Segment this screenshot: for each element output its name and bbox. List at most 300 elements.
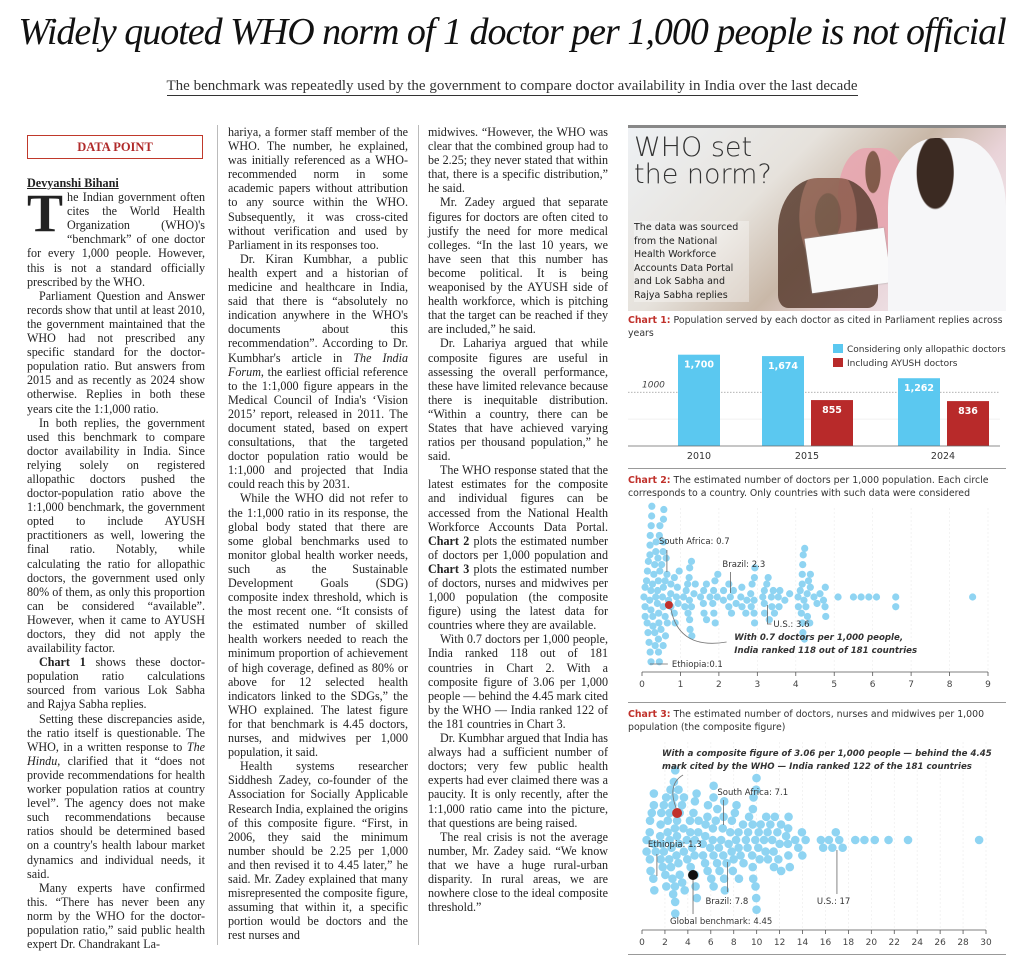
country-dot bbox=[680, 793, 689, 802]
country-dot bbox=[873, 593, 880, 600]
country-dot bbox=[798, 610, 805, 617]
country-dot bbox=[674, 600, 681, 607]
country-dot bbox=[662, 793, 671, 802]
article-paragraph: The real crisis is not the average number, Mr. Zadey said. “We know that we have a huge rural-urban disparity. In rural areas, we are nowhere close to the ideal composite threshold.” bbox=[428, 829, 608, 915]
country-dot bbox=[784, 812, 793, 821]
paragraph-text: shows these doctor-population ratio calculations sourced from various Lok Sabha and Rajya Sabha replies. bbox=[27, 655, 205, 712]
country-dot bbox=[786, 590, 793, 597]
country-dot bbox=[734, 843, 743, 852]
country-dot bbox=[751, 574, 758, 581]
article-paragraph: While the WHO did not refer to the 1:1,000 ratio in its response, the global body stated that there are some global benchmarks used to monitor global health worker needs, such as the Sustainable Development Goals (SDG) composite index threshold, which is the most recent one. “It consists of the estimated number of skilled health workers needed to reach the minimum proportion of achievement of high coverage, defined as 80% or above for 12 selected health indicators linked to the SDGs,” the WHO explained. The latest figure for that benchmark is 4.45 doctors, nurses, and midwives per 1,000 population, it said. bbox=[228, 491, 408, 760]
country-dot bbox=[704, 801, 713, 810]
country-dot bbox=[709, 600, 716, 607]
country-dot bbox=[708, 836, 717, 845]
country-dot bbox=[651, 561, 658, 568]
country-dot bbox=[795, 603, 802, 610]
country-dot bbox=[761, 600, 768, 607]
country-dot bbox=[759, 593, 766, 600]
country-dot bbox=[760, 836, 769, 845]
country-dot bbox=[660, 801, 669, 810]
legend-swatch-allopathic bbox=[833, 344, 843, 353]
divider bbox=[628, 954, 1006, 955]
country-dot bbox=[700, 600, 707, 607]
country-dot bbox=[720, 587, 727, 594]
country-dot bbox=[686, 574, 693, 581]
annotation-label: U.S.: 3.6 bbox=[773, 620, 810, 630]
callout-line-1: With 0.7 doctors per 1,000 people, bbox=[734, 633, 904, 643]
chart1-title bbox=[628, 315, 1006, 340]
country-dot bbox=[777, 867, 786, 876]
legend-label: Including AYUSH doctors bbox=[847, 359, 958, 369]
country-dot bbox=[719, 851, 728, 860]
country-dot bbox=[697, 593, 704, 600]
country-dot bbox=[662, 882, 671, 891]
country-dot bbox=[732, 801, 741, 810]
country-dot bbox=[706, 843, 715, 852]
country-dot bbox=[776, 587, 783, 594]
country-dot bbox=[709, 882, 718, 891]
section-tag: DATA POINT bbox=[27, 135, 203, 159]
country-dot bbox=[662, 613, 669, 620]
country-dot bbox=[807, 584, 814, 591]
x-tick-label: 30 bbox=[980, 938, 992, 948]
country-dot bbox=[805, 577, 812, 584]
x-tick-label: 0 bbox=[639, 680, 645, 690]
country-dot bbox=[657, 626, 664, 633]
country-dot bbox=[699, 851, 708, 860]
country-dot bbox=[686, 816, 695, 825]
country-dot bbox=[642, 613, 649, 620]
annotation-label: Ethiopia:0.1 bbox=[671, 660, 723, 670]
x-tick-label: 26 bbox=[934, 938, 946, 948]
country-dot bbox=[739, 820, 748, 829]
country-dot bbox=[904, 836, 913, 845]
annotation-label: South Africa: 0.7 bbox=[658, 537, 730, 547]
country-dot bbox=[645, 558, 652, 565]
country-dot bbox=[727, 593, 734, 600]
bar-value-label: 1,262 bbox=[903, 383, 935, 395]
country-dot bbox=[684, 610, 691, 617]
country-dot bbox=[700, 587, 707, 594]
article-paragraph: Many experts have confirmed this. “There has never been any norm by the WHO for the doctor-population ratio,” said public health expert Dr. Chandrakant La- bbox=[27, 880, 205, 952]
country-dot bbox=[721, 886, 730, 895]
x-tick-label: 3 bbox=[754, 680, 761, 690]
country-dot bbox=[652, 642, 659, 649]
country-dot bbox=[665, 855, 674, 864]
country-dot bbox=[761, 847, 770, 856]
article-paragraph bbox=[228, 252, 408, 492]
article-paragraph: Parliament Question and Answer records show that until at least 2010, the government maintained that the WHO had not prescribed any specific standard for the doctor-population ratio. But answers from 2015 and as recently as 2024 show otherwise. Replies in both these years cite the 1:1,000 ratio. bbox=[27, 288, 205, 416]
country-dot bbox=[742, 610, 749, 617]
article-column-3 bbox=[428, 125, 608, 914]
country-dot bbox=[674, 859, 683, 868]
country-dot bbox=[649, 874, 658, 883]
country-dot bbox=[742, 836, 751, 845]
x-tick-label: 6 bbox=[707, 938, 714, 948]
country-dot bbox=[701, 832, 710, 841]
headline: Widely quoted WHO norm of 1 doctor per 1,000 people is not official bbox=[18, 11, 1006, 53]
country-dot bbox=[754, 828, 763, 837]
country-dot bbox=[750, 610, 757, 617]
country-dot bbox=[710, 587, 717, 594]
country-dot bbox=[749, 805, 758, 814]
country-dot bbox=[751, 836, 760, 845]
country-dot bbox=[732, 836, 741, 845]
country-dot bbox=[828, 843, 837, 852]
country-dot bbox=[731, 809, 740, 818]
chart3 bbox=[628, 734, 1006, 952]
country-dot bbox=[648, 512, 655, 519]
article-paragraph: Dr. Lahariya argued that while composite figures are useful in assessing the overall performance, these have limited relevance because there is inequitable distribution. “Within a country, there can be States that have achieved varying ratios per thousand population,” he said. bbox=[428, 336, 608, 464]
x-tick-label: 6 bbox=[869, 680, 876, 690]
x-tick-label: 2 bbox=[716, 680, 722, 690]
country-dot bbox=[647, 648, 654, 655]
country-dot bbox=[701, 859, 710, 868]
country-dot bbox=[736, 851, 745, 860]
country-dot bbox=[650, 886, 659, 895]
country-dot bbox=[838, 843, 847, 852]
country-dot bbox=[766, 616, 773, 623]
country-dot bbox=[714, 593, 721, 600]
country-dot bbox=[762, 812, 771, 821]
chart3-label: Chart 3: bbox=[628, 709, 671, 720]
country-dot bbox=[761, 587, 768, 594]
legend-label: Considering only allopathic doctors bbox=[847, 345, 1006, 355]
country-dot bbox=[831, 828, 840, 837]
country-dot bbox=[748, 580, 755, 587]
country-dot bbox=[647, 532, 654, 539]
country-dot bbox=[646, 855, 655, 864]
paragraph-text: Setting these discrepancies aside, the ratio itself is questionable. The WHO, in a written response to bbox=[27, 711, 205, 754]
x-tick-label: 8 bbox=[946, 680, 953, 690]
country-dot bbox=[711, 577, 718, 584]
drop-cap: T bbox=[27, 183, 64, 244]
chart2-svg bbox=[628, 500, 1006, 692]
country-dot bbox=[750, 597, 757, 604]
country-dot bbox=[791, 836, 800, 845]
country-dot bbox=[663, 555, 670, 562]
country-dot bbox=[770, 587, 777, 594]
paragraph-text: Dr. Kiran Kumbhar, a public health expert and a historian of medicine and healthcare in India, said that there is “absolutely no indication anywhere in the WHO's documents about this recommendation”. According to Dr. Kumbhar's article in bbox=[228, 251, 408, 365]
country-dot bbox=[688, 558, 695, 565]
country-dot bbox=[748, 820, 757, 829]
country-dot bbox=[715, 843, 724, 852]
x-tick-label: 4 bbox=[792, 680, 799, 690]
divider bbox=[628, 468, 1006, 469]
country-dot bbox=[738, 584, 745, 591]
country-dot bbox=[703, 616, 710, 623]
country-dot bbox=[692, 580, 699, 587]
country-dot bbox=[975, 836, 984, 845]
country-dot bbox=[969, 593, 976, 600]
annotation-label: Ethiopia: 1.3 bbox=[647, 840, 702, 850]
article-column-1 bbox=[27, 125, 205, 951]
country-dot bbox=[735, 874, 744, 883]
reference-line-label: 1000 bbox=[642, 380, 665, 391]
country-dot bbox=[798, 828, 807, 837]
country-dot bbox=[851, 836, 860, 845]
country-dot bbox=[684, 580, 691, 587]
country-dot bbox=[660, 506, 667, 513]
legend-swatch-ayush bbox=[833, 358, 843, 367]
country-dot bbox=[775, 593, 782, 600]
paragraph-text: , clarified that it “does not provide recommendations for health worker population ratios at country level”. The agency does not make such recommendations because ratios should be determined based on a country's health labour market dynamics and individual needs, it said. bbox=[27, 753, 205, 881]
chart2-title bbox=[628, 475, 1006, 500]
x-tick-label: 18 bbox=[842, 938, 855, 948]
x-tick-label: 4 bbox=[684, 938, 691, 948]
chart3-svg bbox=[628, 734, 1006, 948]
country-dot bbox=[681, 603, 688, 610]
country-dot bbox=[655, 577, 662, 584]
country-dot bbox=[807, 571, 814, 578]
country-dot bbox=[800, 597, 807, 604]
chart2-label: Chart 2: bbox=[628, 475, 671, 486]
country-dot bbox=[660, 516, 667, 523]
country-dot bbox=[669, 890, 678, 899]
x-tick-label: 1 bbox=[677, 680, 684, 690]
country-dot bbox=[712, 619, 719, 626]
paragraph-text: plots the estimated number of doctors, nurses and midwives per 1,000 population (the composite figure) using the latest data for countries where they are available. bbox=[428, 561, 608, 633]
country-dot bbox=[743, 597, 750, 604]
country-dot bbox=[784, 851, 793, 860]
india-dot bbox=[665, 601, 673, 609]
article-paragraph bbox=[428, 463, 608, 632]
country-dot bbox=[884, 836, 893, 845]
country-dot bbox=[748, 603, 755, 610]
country-dot bbox=[691, 882, 700, 891]
country-dot bbox=[703, 867, 712, 876]
country-dot bbox=[659, 593, 666, 600]
country-dot bbox=[703, 580, 710, 587]
photo-document bbox=[805, 228, 892, 294]
country-dot bbox=[678, 801, 687, 810]
country-dot bbox=[686, 828, 695, 837]
x-tick-label: 2 bbox=[662, 938, 668, 948]
country-dot bbox=[801, 545, 808, 552]
country-dot bbox=[644, 567, 651, 574]
country-dot bbox=[763, 828, 772, 837]
x-tick-label: 8 bbox=[730, 938, 737, 948]
country-dot bbox=[819, 843, 828, 852]
country-dot bbox=[749, 874, 758, 883]
country-dot bbox=[688, 603, 695, 610]
country-dot bbox=[892, 603, 899, 610]
chart1-title-text: Population served by each doctor as cited in Parliament replies across years bbox=[628, 315, 1003, 339]
chart-ref: Chart 1 bbox=[39, 655, 86, 670]
article-paragraph: Dr. Kumbhar argued that India has always had a sufficient number of doctors; very few public health experts had ever claimed there was a paucity. It is only recently, after the 1:1,000 ratio came into the picture, that questions are being raised. bbox=[428, 731, 608, 830]
country-dot bbox=[768, 836, 777, 845]
country-dot bbox=[768, 593, 775, 600]
country-dot bbox=[734, 828, 743, 837]
column-divider bbox=[217, 125, 218, 945]
chart-ref: Chart 3 bbox=[428, 561, 470, 576]
country-dot bbox=[671, 824, 680, 833]
bar-value-label: 1,674 bbox=[767, 361, 799, 373]
chart3-title-text: The estimated number of doctors, nurses and midwives per 1,000 population (the composite figure) bbox=[628, 709, 985, 733]
country-dot bbox=[751, 882, 760, 891]
country-dot bbox=[766, 820, 775, 829]
country-dot bbox=[756, 820, 765, 829]
country-dot bbox=[771, 610, 778, 617]
country-dot bbox=[782, 832, 791, 841]
callout-line-2: mark cited by the WHO — India ranked 122 of the 181 countries bbox=[662, 762, 972, 772]
country-dot bbox=[680, 886, 689, 895]
country-dot bbox=[800, 551, 807, 558]
country-dot bbox=[672, 851, 681, 860]
photo-doctor bbox=[888, 138, 1006, 311]
country-dot bbox=[706, 593, 713, 600]
country-dot bbox=[674, 785, 683, 794]
country-dot bbox=[865, 593, 872, 600]
callout-line-1: With a composite figure of 3.06 per 1,000 people — behind the 4.45 bbox=[662, 749, 992, 759]
photo-doctor-with-patients bbox=[628, 125, 1006, 311]
country-dot bbox=[648, 503, 655, 510]
country-dot bbox=[713, 805, 722, 814]
country-dot bbox=[858, 593, 865, 600]
article-paragraph: hariya, a former staff member of the WHO. The number, he explained, was initially referenced as a WHO-recommended norm in some academic papers without attribution to any source within the WHO. Subsequently, it was cross-cited without verification and used by Parliament in its responses too. bbox=[228, 125, 408, 252]
country-dot bbox=[752, 905, 761, 914]
country-dot bbox=[707, 874, 716, 883]
country-dot bbox=[775, 603, 782, 610]
country-dot bbox=[771, 812, 780, 821]
annotation-label: Global benchmark: 4.45 bbox=[670, 917, 773, 927]
country-dot bbox=[751, 619, 758, 626]
country-dot bbox=[709, 824, 718, 833]
chart1-label: Chart 1: bbox=[628, 315, 671, 326]
country-dot bbox=[813, 600, 820, 607]
country-dot bbox=[821, 603, 828, 610]
country-dot bbox=[801, 836, 810, 845]
country-dot bbox=[822, 613, 829, 620]
india-dot bbox=[672, 808, 682, 818]
x-tick-label: 9 bbox=[985, 680, 991, 690]
article-paragraph: Mr. Zadey argued that separate figures for doctors are often cited to justify the need for more medical colleges. “In the last 10 years, we have seen that this number has become political. It is being weaponised by the AYUSH side of health workforce, which is pitching that the target can be reached if they are included,” he said. bbox=[428, 195, 608, 337]
country-dot bbox=[690, 851, 699, 860]
country-dot bbox=[647, 606, 654, 613]
country-dot bbox=[817, 836, 826, 845]
country-dot bbox=[720, 797, 729, 806]
country-dot bbox=[799, 580, 806, 587]
byline: Devyanshi Bihani bbox=[27, 176, 119, 190]
country-dot bbox=[683, 855, 692, 864]
country-dot bbox=[774, 855, 783, 864]
country-dot bbox=[785, 863, 794, 872]
country-dot bbox=[748, 851, 757, 860]
country-dot bbox=[655, 636, 662, 643]
country-dot bbox=[763, 580, 770, 587]
subheadline bbox=[0, 78, 1024, 95]
x-tick-label: 12 bbox=[773, 938, 786, 948]
article-column-2 bbox=[228, 125, 408, 942]
paragraph-text: plots the estimated number of doctors per 1,000 population and bbox=[428, 533, 608, 562]
country-dot bbox=[686, 564, 693, 571]
article-paragraph: Health systems researcher Siddhesh Zadey, co-founder of the Association for Socially Applicable Research India, explained the origins of this composite figure. “First, in 2006, they said the minimum number should be 2.25 per 1,000 and then revised it to 4.45 later,” he said. Mr. Zadey explained that many misrepresented the composite figure, assuming that within it, a specific portion would be doctors and the rest nurses and bbox=[228, 759, 408, 943]
country-dot bbox=[728, 610, 735, 617]
country-dot bbox=[709, 851, 718, 860]
country-dot bbox=[652, 593, 659, 600]
country-dot bbox=[738, 603, 745, 610]
country-dot bbox=[714, 571, 721, 578]
chart-ref: Chart 2 bbox=[428, 533, 470, 548]
country-dot bbox=[657, 809, 666, 818]
country-dot bbox=[693, 894, 702, 903]
country-dot bbox=[655, 648, 662, 655]
country-dot bbox=[784, 824, 793, 833]
x-tick-label: 28 bbox=[957, 938, 969, 948]
x-tick-label: 16 bbox=[819, 938, 832, 948]
chart1-svg bbox=[628, 340, 1006, 462]
country-dot bbox=[730, 587, 737, 594]
country-dot bbox=[645, 639, 652, 646]
publication-name: The India Forum bbox=[228, 350, 409, 379]
country-dot bbox=[745, 812, 754, 821]
country-dot bbox=[773, 828, 782, 837]
country-dot bbox=[752, 894, 761, 903]
country-dot bbox=[658, 863, 667, 872]
x-tick-label: 2010 bbox=[686, 451, 712, 462]
article-paragraph bbox=[27, 712, 205, 881]
country-dot bbox=[703, 812, 712, 821]
annotation-label: South Africa: 7.1 bbox=[717, 788, 789, 798]
country-dot bbox=[748, 863, 757, 872]
country-dot bbox=[724, 840, 733, 849]
country-dot bbox=[686, 597, 693, 604]
country-dot bbox=[797, 587, 804, 594]
country-dot bbox=[663, 828, 672, 837]
bar-value-label: 1,700 bbox=[683, 359, 715, 371]
country-dot bbox=[725, 580, 732, 587]
country-dot bbox=[671, 574, 678, 581]
country-dot bbox=[691, 797, 700, 806]
country-dot bbox=[644, 629, 651, 636]
country-dot bbox=[711, 816, 720, 825]
country-dot bbox=[804, 590, 811, 597]
x-tick-label: 24 bbox=[911, 938, 923, 948]
country-dot bbox=[798, 851, 807, 860]
country-dot bbox=[690, 590, 697, 597]
country-dot bbox=[728, 867, 737, 876]
country-dot bbox=[752, 774, 761, 783]
country-dot bbox=[662, 632, 669, 639]
annotation-label: U.S.: 17 bbox=[816, 897, 851, 907]
column-divider bbox=[418, 125, 419, 945]
country-dot bbox=[683, 587, 690, 594]
country-dot bbox=[764, 855, 773, 864]
country-dot bbox=[686, 616, 693, 623]
x-tick-label: 14 bbox=[796, 938, 809, 948]
country-dot bbox=[651, 629, 658, 636]
country-dot bbox=[648, 522, 655, 529]
callout-line-2: India ranked 118 out of 181 countries bbox=[734, 646, 918, 656]
country-dot bbox=[671, 898, 680, 907]
country-dot bbox=[645, 828, 654, 837]
callout-arrow bbox=[671, 609, 727, 643]
country-dot bbox=[676, 567, 683, 574]
country-dot bbox=[784, 840, 793, 849]
x-tick-label: 22 bbox=[888, 938, 900, 948]
country-dot bbox=[747, 590, 754, 597]
country-dot bbox=[647, 809, 656, 818]
country-dot bbox=[710, 610, 717, 617]
x-tick-label: 20 bbox=[865, 938, 878, 948]
chart2-title-text: The estimated number of doctors per 1,000 population. Each circle corresponds to a country. Only countries with such data were considered bbox=[628, 475, 989, 499]
country-dot bbox=[658, 561, 665, 568]
x-tick-label: 0 bbox=[639, 938, 645, 948]
country-dot bbox=[678, 878, 687, 887]
paragraph-text: he Indian government often cites the World Health Organization (WHO)'s “benchmark” of one doctor for every 1,000 people. However, this is not a standard officially prescribed by the WHO. bbox=[27, 190, 205, 289]
country-dot bbox=[647, 587, 654, 594]
country-dot bbox=[674, 584, 681, 591]
